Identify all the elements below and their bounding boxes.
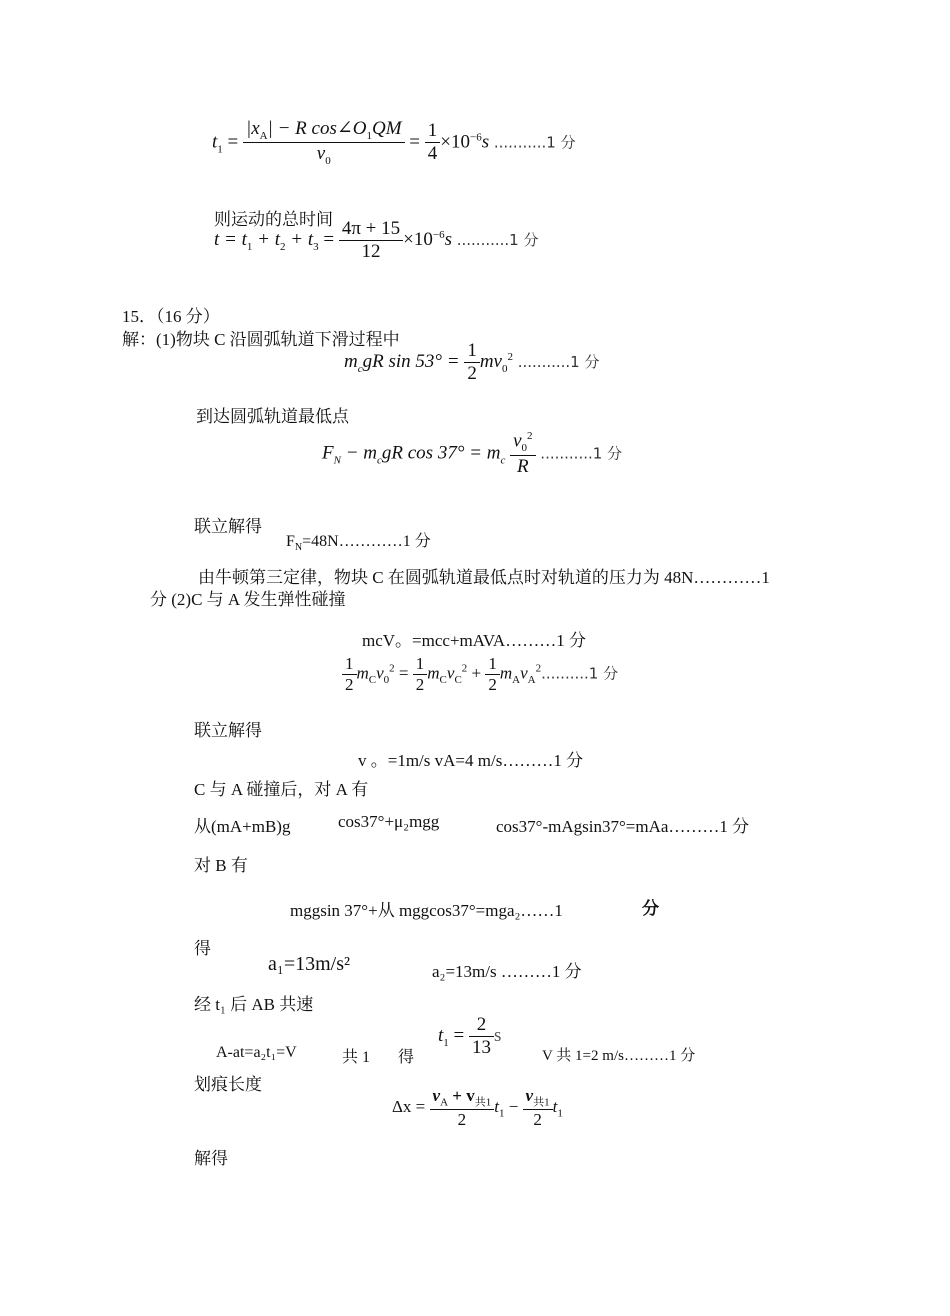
dx-den2: 2 <box>533 1110 542 1130</box>
energy-score: ..........1 分 <box>541 664 619 683</box>
energy-plus: + <box>467 663 486 683</box>
t1v-lhs: t <box>438 1025 444 1047</box>
energy-m2-sub: C <box>439 673 447 686</box>
energy-frac-1-n: 1 <box>342 654 357 675</box>
eq1-fd: 2 <box>467 362 477 384</box>
energy-frac-2 <box>413 654 428 695</box>
eq-t1-num-sub: A <box>259 129 268 142</box>
total-time-label: 则运动的总时间 <box>214 210 333 229</box>
tt-exp: −6 <box>432 228 445 241</box>
eq2-f-sub: N <box>333 454 341 467</box>
fn-result-f: F <box>286 533 295 550</box>
energy-vc: v <box>446 663 455 683</box>
dx-lhs: Δx = <box>392 1097 430 1117</box>
after-collision-label: C 与 A 碰撞后，对 A 有 <box>194 780 369 799</box>
solve-label-1: 联立解得 <box>194 517 262 536</box>
energy-v0: v <box>376 663 384 683</box>
vshared-get: 得 <box>398 1049 415 1066</box>
fn-result-sub: N <box>294 542 303 554</box>
energy-frac-2-d: 2 <box>415 674 425 694</box>
dx-num2: v <box>525 1086 534 1105</box>
equation-t1: $t_1$ = $\frac{|x_A| - R \cos\angle O_1QM}{v_0}$ = $\frac{1}{4}$ $\times 10^{-6}s$ ...........1 分 <box>212 118 576 168</box>
tt-lhs: t = t <box>214 229 247 251</box>
eq2-num: v <box>513 430 522 452</box>
eq1-lhs-sub: c <box>357 362 363 375</box>
t1v-sub: 1 <box>443 1036 449 1049</box>
eq1-score: ...........1 分 <box>517 353 600 372</box>
after-t1-label: 经 t₁ 后 AB 共速 <box>194 995 314 1014</box>
q15-header: 15．（16 分） <box>122 307 220 326</box>
dx-num-plus: + v <box>448 1086 475 1105</box>
tt-plus3: + t <box>285 229 314 251</box>
tt-eq: = <box>318 229 339 251</box>
eq1-mid: gR sin 53° = <box>362 351 465 373</box>
tt-unit: s <box>444 229 452 251</box>
eq1-fn: 1 <box>464 340 480 363</box>
energy-frac-2-n: 1 <box>413 654 428 675</box>
velocities-result: v 。=1m/s vA=4 m/s………1 分 <box>358 751 584 770</box>
scratch-length-label: 划痕长度 <box>194 1075 262 1094</box>
vshared-left: A-at=a₂t₁=V <box>216 1044 297 1061</box>
eq1-rhs-sup: 2 <box>507 350 513 363</box>
get-label: 得 <box>194 939 211 958</box>
equation-t1-value <box>438 1014 501 1060</box>
energy-m1-sub: C <box>368 673 377 686</box>
tt-s1: 1 <box>246 240 253 253</box>
eqA-part3: cos37°-mAgsin37°=mAa………1 分 <box>496 817 750 836</box>
energy-eq: = <box>394 663 413 683</box>
eq-t1-exp: −6 <box>469 131 482 144</box>
energy-v0-sup: 2 <box>389 662 395 675</box>
eq-t1-den-sub: 0 <box>325 155 331 168</box>
newton-line-1: 由牛顿第三定律，物块 C 在圆弧轨道最低点时对轨道的压力为 48N…………1 <box>198 568 770 587</box>
energy-m3: m <box>499 663 513 683</box>
eqA-part2: cos37°+μ₂mgg <box>338 812 440 831</box>
tt-times: ×10 <box>403 229 433 251</box>
tt-fraction <box>339 218 403 264</box>
eq-t1-unit: s <box>481 131 490 153</box>
vshared-right: V 共 1=2 m/s………1 分 <box>542 1048 696 1064</box>
eq2-mid-sub: c <box>377 454 382 467</box>
t1v-unit: s <box>494 1025 502 1047</box>
eq-t1-quarter-num: 1 <box>425 120 441 143</box>
eq2-num-sup: 2 <box>527 430 533 442</box>
tt-den: 12 <box>361 240 381 262</box>
tt-score: ...........1 分 <box>456 231 539 250</box>
a2-result: a₂=13m/s ………1 分 <box>432 962 582 981</box>
dx-num-b-sub: 共1 <box>474 1096 492 1109</box>
equation-normal-force <box>322 430 622 479</box>
eq-t1-times: ×10 <box>440 131 470 153</box>
eq2-rest-sub: c <box>500 454 506 467</box>
t1v-fraction <box>469 1014 494 1060</box>
dx-num2-sub: 共1 <box>533 1096 550 1109</box>
eq-t1-num-sub2: 1 <box>366 129 372 142</box>
energy-frac-1-d: 2 <box>345 674 354 694</box>
equation-energy-descent <box>344 340 600 386</box>
eq2-fraction <box>510 430 535 479</box>
eq-t1-score: ...........1 分 <box>493 133 576 152</box>
eq-t1-fraction <box>243 118 405 168</box>
eq2-mid: − m <box>340 442 377 464</box>
eq2-num-sub: 0 <box>521 442 528 455</box>
eq2-den: R <box>517 455 529 477</box>
dx-t: t <box>494 1097 499 1117</box>
dx-t2-sub: 1 <box>557 1107 563 1120</box>
equation-elastic-energy <box>342 654 618 695</box>
equation-total-time <box>214 218 539 264</box>
eq2-score: ...........1 分 <box>540 444 623 463</box>
eq-t1-num-rest: | − R cos∠O <box>267 118 367 139</box>
q15-part1: 解：(1)物块 C 沿圆弧轨道下滑过程中 <box>122 330 400 349</box>
dx-den: 2 <box>457 1110 467 1130</box>
t1v-den: 13 <box>472 1036 491 1058</box>
energy-va: v <box>520 663 528 683</box>
eq1-rhs: mv <box>479 351 502 373</box>
energy-va-sup: 2 <box>535 662 542 675</box>
dx-minus: − <box>504 1097 523 1117</box>
eq-t1-den: v <box>316 143 326 165</box>
energy-m3-sub: A <box>512 673 521 686</box>
energy-m1: m <box>356 663 369 683</box>
dx-t2: t <box>552 1097 558 1117</box>
dx-num-a: v <box>432 1086 441 1105</box>
energy-frac-3-n: 1 <box>485 654 500 675</box>
energy-v0-sub: 0 <box>383 673 390 686</box>
dx-fraction-2 <box>523 1086 553 1130</box>
energy-m2: m <box>427 663 440 683</box>
eq1-fraction <box>464 340 480 386</box>
equation-scratch-length <box>392 1086 563 1130</box>
eq2-rest: gR cos 37° = m <box>381 442 501 464</box>
eq-t1-quarter <box>425 120 441 166</box>
fn-result-rest: =48N…………1 分 <box>302 533 431 550</box>
eq-t1-num: |x <box>246 118 260 139</box>
for-b-label: 对 B 有 <box>194 856 248 875</box>
eq2-f: F <box>322 442 334 464</box>
equation-b-score: 分 <box>642 899 659 918</box>
eq-t1-lhs: t <box>212 131 218 153</box>
tt-plus2: + t <box>252 229 280 251</box>
energy-frac-1 <box>342 654 357 695</box>
final-solve-label: 解得 <box>194 1149 228 1168</box>
tt-s3: 3 <box>313 240 319 253</box>
eq-t1-lhs-sub: 1 <box>217 143 223 156</box>
energy-frac-3 <box>485 654 500 695</box>
eq-t1-quarter-den: 4 <box>427 143 438 165</box>
tt-num: 4π + 15 <box>339 218 403 241</box>
fn-result <box>286 528 431 553</box>
eqA-part1: 从(mA+mB)g <box>194 817 291 836</box>
dx-num-a-sub: A <box>440 1096 449 1109</box>
energy-vc-sup: 2 <box>461 662 468 675</box>
t1v-eq: = <box>448 1025 469 1047</box>
eq1-rhs-sub: 0 <box>501 362 508 375</box>
a1-result: a₁=13m/s² <box>268 953 351 975</box>
newton-line-2: 分 (2)C 与 A 发生弹性碰撞 <box>150 590 346 609</box>
eq1-lhs: m <box>344 351 358 373</box>
tt-s2: 2 <box>280 240 286 253</box>
t1v-num: 2 <box>469 1014 494 1037</box>
eq-t1-num-end: QM <box>371 118 402 139</box>
energy-va-sub: A <box>527 673 536 686</box>
solve-label-2: 联立解得 <box>194 721 262 740</box>
lowest-point-label: 到达圆弧轨道最低点 <box>196 407 349 426</box>
equation-b: mggsin 37°+从 mggcos37°=mga₂……1 <box>290 901 563 920</box>
vshared-mid: 共 1 <box>342 1049 371 1066</box>
energy-frac-3-d: 2 <box>488 674 497 694</box>
energy-vc-sub: C <box>454 673 462 686</box>
dx-t-sub: 1 <box>498 1107 505 1120</box>
momentum-equation: mcV。=mcc+mAVA………1 分 <box>362 631 586 650</box>
dx-fraction-1 <box>430 1086 495 1130</box>
